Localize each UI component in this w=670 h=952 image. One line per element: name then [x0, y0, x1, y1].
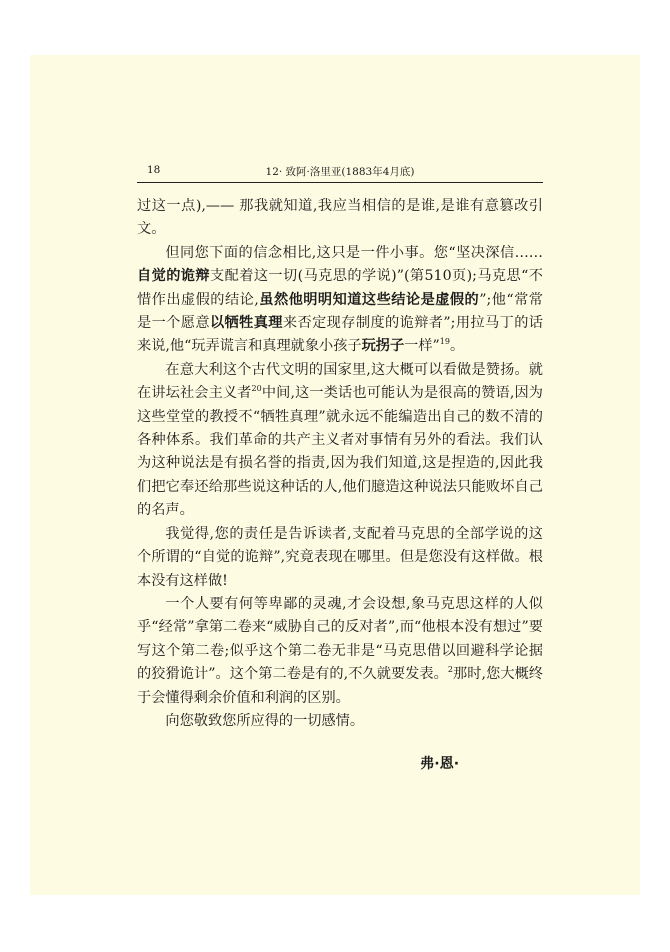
paragraph-3-text-1: 在意大利这个古代文明的国家里,这大概可以看做是赞扬。就在讲坛社会主义者 [137, 361, 543, 402]
footnote-marker-2: 2 [447, 665, 453, 675]
signature: 弗·恩· [420, 756, 460, 772]
paragraph-4: 我觉得,您的责任是告诉读者,支配着马克思的全部学说的这个所谓的“自觉的诡辩”,究竟表现在哪里。但是您没有这样做。根本没有这样做! [137, 525, 543, 589]
paragraph-1: 过这一点),—— 那我就知道,我应当相信的是谁,是谁有意篡改引文。 [137, 198, 543, 238]
footnote-marker-20: 20 [251, 384, 262, 394]
paragraph-2-text-1: 但同您下面的信念相比,这只是一件小事。您“坚决深信…… [165, 244, 543, 261]
footnote-marker-19: 19 [439, 337, 450, 347]
paragraph-6: 向您敬致您所应得的一切感情。 [165, 712, 365, 729]
letter-body [137, 195, 543, 733]
emphasis-sacrificing-truth: 以牺牲真理 [209, 315, 283, 332]
paragraph-2 [137, 242, 543, 359]
paragraph-2-text-2: 支配着这一切(马克思的学说)”(第510页);马克思“不惜作出虚假的结论, [137, 268, 543, 308]
emphasis-knucklebones: 玩拐子 [361, 338, 405, 355]
paragraph-5-text-1: 一个人要有何等卑鄙的灵魂,才会设想,象马克思这样的人似乎“经常”拿第二卷来“威胁自己的反对者”,而“他根本没有想过”要写这个第二卷;似乎这个第二卷无非是“马克思借以回避科学论据的狡猾诡计”。这个第二卷是有的,不久就要发表。 [137, 595, 543, 683]
paragraph-5-text-2: 那时,您大概终于会懂得剩余价值和利润的区别。 [137, 666, 543, 706]
paragraph-3 [137, 359, 543, 523]
emphasis-knowing-false: 虽然他明明知道这些结论是虚假的 [258, 291, 480, 308]
page-number: 18 [147, 164, 161, 176]
paragraph-2-text-6: 。 [449, 338, 465, 355]
paragraph-2-text-5: 一样” [404, 338, 440, 355]
running-title: 12· 致阿·洛里亚(1883年4月底) [265, 166, 415, 178]
paragraph-5 [137, 593, 543, 710]
page-header [137, 160, 543, 183]
paragraph-2-text-3: ”;他“常常是一个愿意 [137, 291, 543, 332]
paragraph-3-text-2: 中间,这一类话也可能认为是很高的赞语,因为这些堂堂的教授不“牺牲真理”就永远不能编造出自己的数不清的各种体系。我们革命的共产主义者对事情有另外的看法。我们认为这种说法是有损名誉的指责,因为我们知道,这是捏造的,因此我们把它奉还给那些说这种话的人,他们臆造这种说法只能败坏自己的名声。 [137, 385, 543, 519]
paragraph-2-text-4: 来否定现存制度的诡辩者”;用拉马丁的话来说,他“玩弄谎言和真理就象小孩子 [137, 315, 543, 355]
emphasis-conscious-sophistry: 自觉的诡辩 [137, 268, 211, 285]
